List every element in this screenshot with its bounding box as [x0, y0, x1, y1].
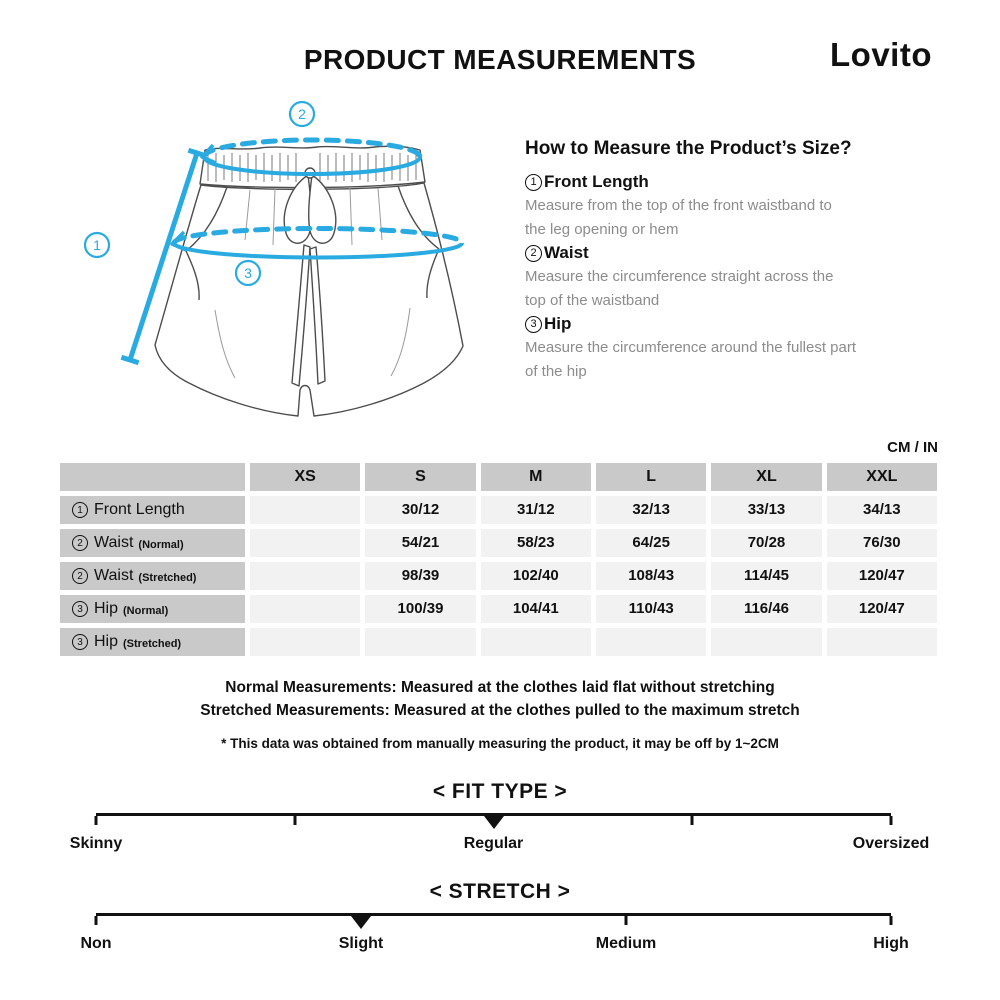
stretch-label-high: High — [873, 935, 909, 952]
row-label-hip-stretched — [60, 628, 245, 656]
row-label-waist-normal — [60, 529, 245, 557]
fit-label-skinny: Skinny — [69, 835, 123, 852]
how-to-title: How to Measure the Product’s Size? — [525, 138, 852, 159]
circled-number: 2 — [72, 568, 88, 584]
circled-number-2: 2 — [525, 245, 542, 262]
measure-item-label: Front Length — [544, 172, 649, 191]
row-qualifier: (Normal) — [138, 538, 184, 551]
scale-tick — [890, 816, 893, 825]
row-label-front-length — [60, 496, 245, 524]
table-cell: 116/46 — [711, 595, 821, 623]
table-cell — [596, 628, 706, 656]
scale-tick — [625, 916, 628, 925]
row-label-text: Hip — [94, 633, 119, 650]
circled-number: 3 — [72, 634, 88, 650]
fit-type-title: < FIT TYPE > — [432, 780, 568, 803]
circled-number-3: 3 — [525, 316, 542, 333]
stretch-label-non: Non — [80, 935, 112, 952]
table-cell: 98/39 — [365, 562, 475, 590]
table-cell: 108/43 — [596, 562, 706, 590]
table-cell: 58/23 — [481, 529, 591, 557]
table-cell: 114/45 — [711, 562, 821, 590]
table-cell — [481, 628, 591, 656]
scale-tick — [95, 916, 98, 925]
table-cell — [250, 628, 360, 656]
table-cell: 31/12 — [481, 496, 591, 524]
table-cell — [827, 628, 937, 656]
note-normal: Normal Measurements: Measured at the clothes laid flat without stretching — [225, 679, 775, 696]
table-corner-cell — [60, 463, 245, 491]
fit-label-regular: Regular — [463, 835, 524, 852]
annotation-number-2: 2 — [298, 106, 306, 122]
measurement-notes — [0, 676, 1000, 722]
measure-item-hip — [525, 312, 955, 336]
how-to-measure-section — [525, 138, 955, 383]
note-stretched: Stretched Measurements: Measured at the clothes pulled to the maximum stretch — [200, 702, 800, 719]
row-label-text: Front Length — [94, 501, 185, 518]
measure-item-desc: Measure the circumference straight across the top of the waistband — [525, 268, 834, 309]
table-cell: 70/28 — [711, 529, 821, 557]
size-header-xs: XS — [250, 463, 360, 491]
page-title: PRODUCT MEASUREMENTS — [303, 44, 697, 75]
size-header-s: S — [365, 463, 475, 491]
circled-number: 3 — [72, 601, 88, 617]
measure-item-label: Waist — [544, 243, 589, 262]
row-label-text: Waist — [94, 567, 134, 584]
size-header-m: M — [481, 463, 591, 491]
measure-item-waist — [525, 241, 955, 265]
table-cell: 54/21 — [365, 529, 475, 557]
size-header-l: L — [596, 463, 706, 491]
table-cell: 102/40 — [481, 562, 591, 590]
table-cell — [250, 529, 360, 557]
table-cell: 64/25 — [596, 529, 706, 557]
stretch-marker — [351, 916, 371, 929]
scale-tick — [691, 816, 694, 825]
table-cell — [365, 628, 475, 656]
circled-number: 2 — [72, 535, 88, 551]
stretch-axis — [96, 913, 891, 916]
size-header-xl: XL — [711, 463, 821, 491]
annotation-number-1: 1 — [93, 237, 101, 253]
row-label-text: Hip — [94, 600, 119, 617]
circled-number: 1 — [72, 502, 88, 518]
unit-label: CM / IN — [887, 439, 938, 456]
fit-type-marker — [484, 816, 504, 829]
stretch-label-medium: Medium — [595, 935, 657, 952]
brand-logo: Lovito — [830, 36, 932, 73]
table-cell — [250, 562, 360, 590]
table-cell: 120/47 — [827, 595, 937, 623]
fit-label-oversized: Oversized — [852, 835, 930, 852]
stretch-scale — [80, 913, 909, 955]
size-header-xxl: XXL — [827, 463, 937, 491]
table-cell — [711, 628, 821, 656]
shorts-measurement-diagram — [55, 95, 505, 440]
shorts-outline — [155, 146, 463, 416]
table-cell: 76/30 — [827, 529, 937, 557]
scale-tick — [890, 916, 893, 925]
measure-item-front-length — [525, 170, 955, 194]
table-cell: 104/41 — [481, 595, 591, 623]
stretch-label-slight: Slight — [338, 935, 384, 952]
table-cell: 33/13 — [711, 496, 821, 524]
measure-item-desc: Measure the circumference around the fullest part of the hip — [525, 339, 857, 380]
fit-type-scale — [69, 813, 930, 855]
table-cell: 34/13 — [827, 496, 937, 524]
measurement-table — [60, 463, 937, 656]
disclaimer-note: * This data was obtained from manually measuring the product, it may be off by 1~2CM — [221, 736, 779, 751]
table-cell: 110/43 — [596, 595, 706, 623]
scale-tick — [95, 816, 98, 825]
row-label-hip-normal — [60, 595, 245, 623]
table-cell: 120/47 — [827, 562, 937, 590]
annotation-number-3: 3 — [244, 265, 252, 281]
circled-number-1: 1 — [525, 174, 542, 191]
table-cell: 30/12 — [365, 496, 475, 524]
row-qualifier: (Stretched) — [138, 571, 197, 584]
scale-tick — [293, 816, 296, 825]
row-qualifier: (Stretched) — [123, 637, 182, 650]
row-qualifier: (Normal) — [123, 604, 169, 617]
stretch-title: < STRETCH > — [429, 880, 571, 903]
table-cell: 32/13 — [596, 496, 706, 524]
row-label-waist-stretched — [60, 562, 245, 590]
table-cell — [250, 595, 360, 623]
row-label-text: Waist — [94, 534, 134, 551]
table-cell: 100/39 — [365, 595, 475, 623]
measure-item-label: Hip — [544, 314, 572, 333]
table-cell — [250, 496, 360, 524]
measure-item-desc: Measure from the top of the front waistband to the leg opening or hem — [525, 197, 832, 238]
